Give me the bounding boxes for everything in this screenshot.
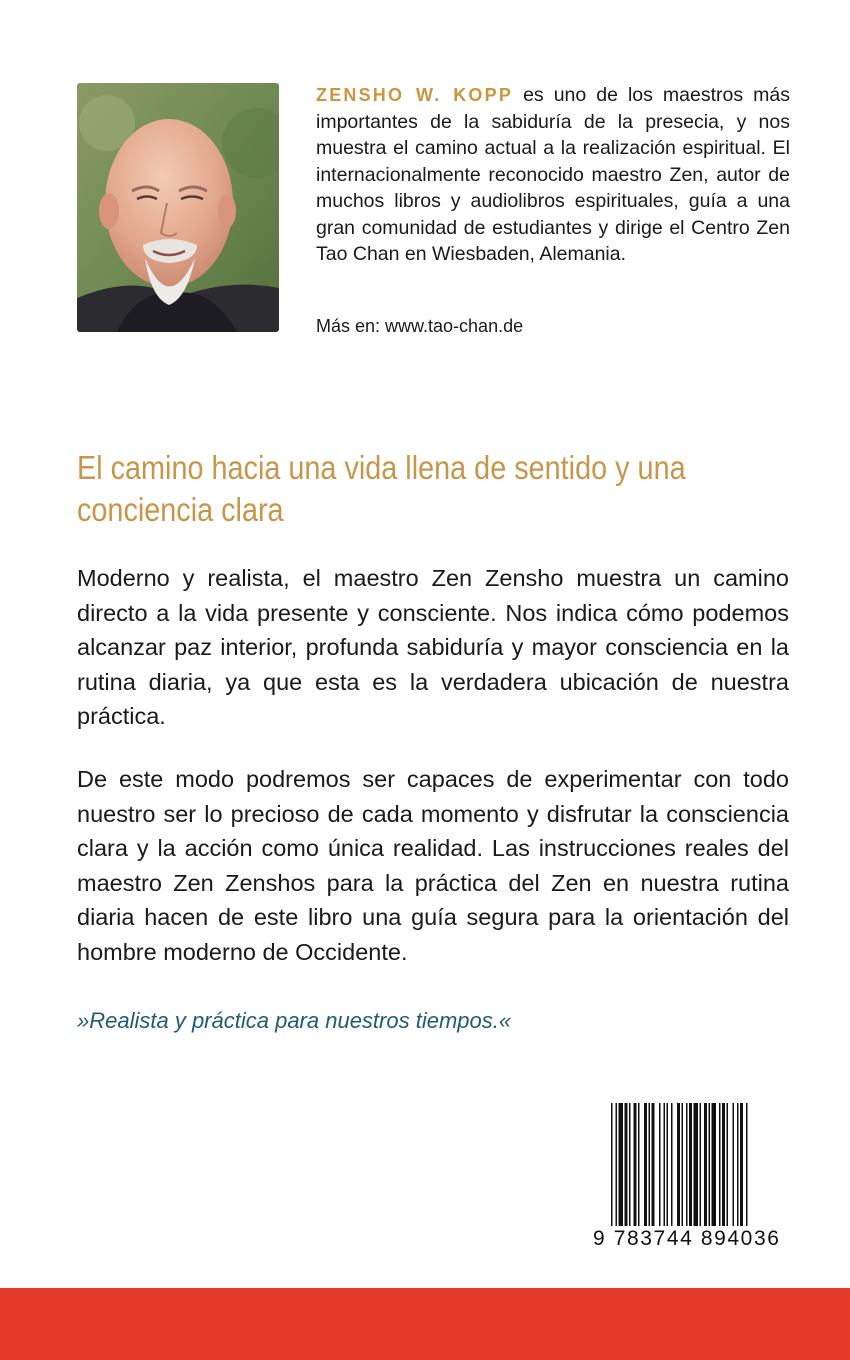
barcode-bar [638,1103,640,1228]
barcode-bar [689,1103,692,1228]
author-website[interactable]: Más en: www.tao-chan.de [316,316,524,336]
description-paragraph-2: De este modo podremos ser capaces de experimentar con todo nuestro ser lo precioso de cada momento y disfrutar la consciencia clara y la acción como única realidad. Las instrucciones reales del maestro Zen Zenshos para la práctica del Zen en nuestra rutina diaria hacen de este libro una guía segura para la orientación del hombre moderno de Occidente. [77,766,789,965]
barcode-bar [709,1103,711,1228]
barcode-bar [712,1103,717,1228]
barcode-bar [625,1103,628,1228]
barcode-bar [746,1103,748,1228]
description-paragraph-1: Moderno y realista, el maestro Zen Zensho muestra un camino directo a la vida presente y consciente. Nos indica cómo podemos alcanzar paz interior, profunda sabiduría y mayor consciencia en la rutina diaria, ya que esta es la verdadera ubicación de nuestra práctica. [77,565,789,729]
barcode-bar [671,1103,673,1228]
barcode-bar [634,1103,637,1228]
author-bio-text: es uno de los maestros más importantes de la sabiduría de la presecia, y nos muestra el camino actual a la realización espiritual. El internacionalmente reconocido maestro Zen, autor de muchos libros y audiolibros espirituales, guía a una gran comunidad de estudiantes y dirige el Centro Zen Tao Chan en Wiesbaden, Alemania. [316,84,790,265]
headline: El camino hacia una vida llena de sentido y una conciencia clara [77,450,686,529]
barcode-bar [644,1103,647,1228]
barcode-bar [737,1103,739,1228]
barcode-bar [686,1103,688,1228]
barcode-bar [616,1103,618,1228]
barcode-bar [694,1103,699,1228]
barcode-bar [722,1103,725,1228]
barcode-bar [740,1103,743,1228]
barcode-bar [700,1103,702,1228]
barcode-bar [629,1103,631,1228]
barcode-bar [719,1103,721,1228]
barcode-bar [664,1103,666,1228]
barcode-bar [611,1103,613,1228]
author-name: ZENSHO W. KOPP [316,85,514,105]
barcode-bar [652,1103,655,1228]
barcode-bar [704,1103,707,1228]
barcode-bar [649,1103,651,1228]
footer-color-band [0,1288,850,1360]
barcode-bar [619,1103,624,1228]
barcode-bar [682,1103,684,1228]
barcode-bars [591,1103,793,1228]
barcode-bar [667,1103,669,1228]
barcode-bar [733,1103,735,1228]
barcode-bar [659,1103,661,1228]
barcode-bar [727,1103,729,1228]
author-photo [77,83,279,332]
barcode-bar [677,1103,680,1228]
author-bio [316,82,790,268]
isbn-number: 9 783744 894036 [593,1226,791,1252]
pull-quote: »Realista y práctica para nuestros tiempos.« [77,1008,512,1033]
